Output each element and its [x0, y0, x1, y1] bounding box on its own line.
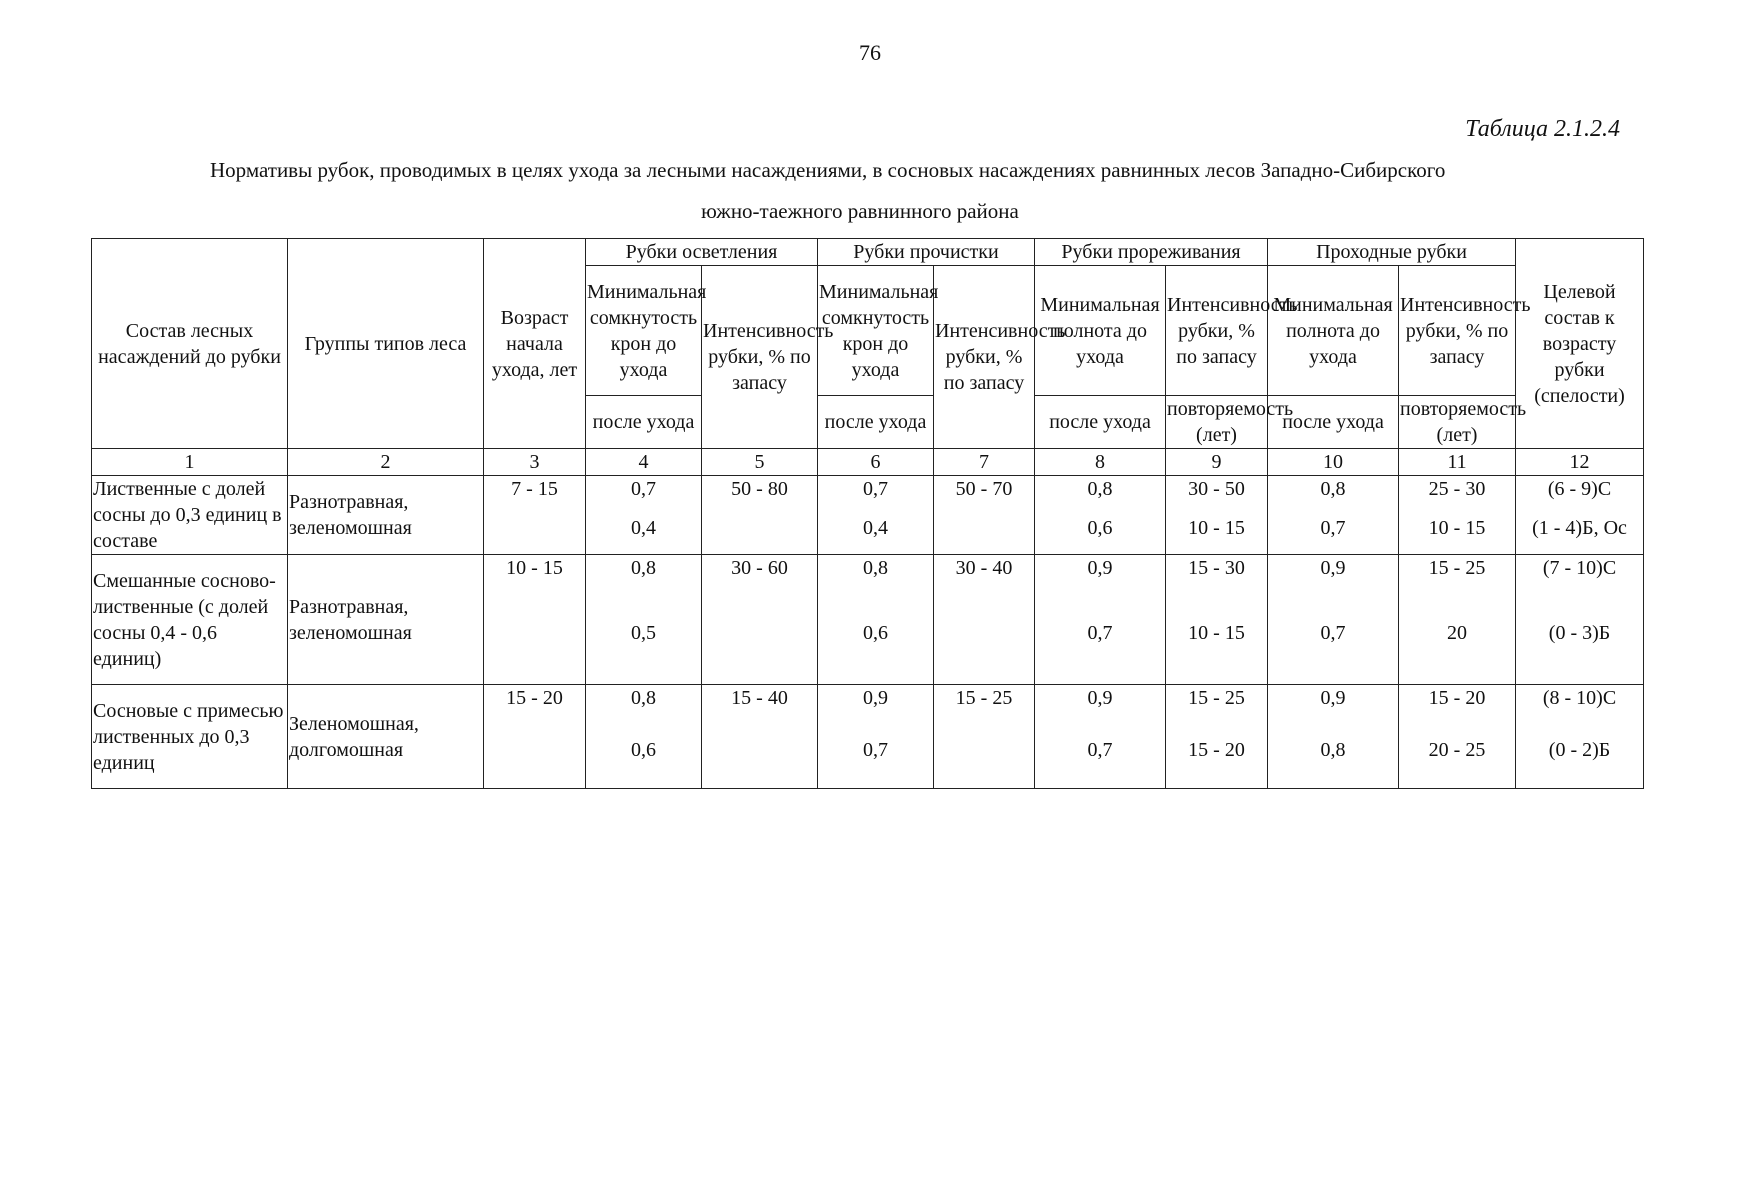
header-pro-intensity: Интенсивность рубки, % по запасу	[934, 266, 1035, 449]
row-prz-intensity	[1166, 685, 1268, 789]
row-prh-min	[1268, 685, 1399, 789]
target-admixture: (0 - 3)Б	[1548, 622, 1611, 644]
row-pro-intensity: 50 - 70	[934, 476, 1035, 555]
table-label: Таблица 2.1.2.4	[1465, 116, 1620, 142]
row-target	[1516, 555, 1644, 685]
row-target	[1516, 685, 1644, 789]
value-before: 0,9	[1320, 557, 1346, 579]
row-prh-intensity	[1399, 685, 1516, 789]
table-title-line-2: южно-таежного равнинного района	[701, 199, 1019, 223]
column-number: 6	[818, 449, 934, 476]
row-pro-min	[818, 685, 934, 789]
row-prz-intensity	[1166, 476, 1268, 555]
value-after: 0,4	[863, 517, 888, 539]
column-number: 1	[92, 449, 288, 476]
header-group-prokhodnye: Проходные рубки	[1268, 239, 1516, 266]
value-intensity: 15 - 25	[1188, 687, 1245, 709]
column-number: 4	[586, 449, 702, 476]
value-before: 0,9	[1320, 687, 1346, 709]
column-number: 2	[288, 449, 484, 476]
row-forest-types: Зеленомошная, долгомошная	[288, 685, 484, 789]
value-before: 0,7	[863, 478, 888, 500]
value-repeat: 10 - 15	[1428, 517, 1486, 539]
row-prh-min	[1268, 476, 1399, 555]
row-prz-min	[1035, 555, 1166, 685]
row-osv-min	[586, 685, 702, 789]
value-after: 0,7	[863, 739, 888, 761]
row-pro-min	[818, 476, 934, 555]
value-after: 0,6	[1087, 517, 1113, 539]
column-number: 12	[1516, 449, 1644, 476]
row-pro-intensity: 30 - 40	[934, 555, 1035, 685]
header-osv-intensity: Интенсивность рубки, % по запасу	[702, 266, 818, 449]
table-row	[92, 555, 1644, 685]
value-before: 0,8	[1087, 478, 1113, 500]
header-prz-after: после ухода	[1035, 396, 1166, 449]
value-repeat: 20 - 25	[1428, 739, 1486, 761]
table-row	[92, 476, 1644, 555]
row-pro-intensity: 15 - 25	[934, 685, 1035, 789]
column-number: 8	[1035, 449, 1166, 476]
row-start-age: 7 - 15	[484, 476, 586, 555]
value-after: 0,8	[1320, 739, 1346, 761]
header-prh-after: после ухода	[1268, 396, 1399, 449]
row-forest-types: Разнотравная, зеленомошная	[288, 476, 484, 555]
header-composition: Состав лесных насаждений до рубки	[92, 239, 288, 449]
value-before: 0,9	[1087, 557, 1113, 579]
row-pro-min	[818, 555, 934, 685]
value-before: 0,8	[863, 557, 888, 579]
value-after: 0,7	[1087, 622, 1113, 644]
row-start-age: 15 - 20	[484, 685, 586, 789]
column-number: 10	[1268, 449, 1399, 476]
value-repeat: 10 - 15	[1188, 517, 1245, 539]
header-prh-repeat: повторяемость (лет)	[1399, 396, 1516, 449]
value-before: 0,7	[631, 478, 656, 500]
value-repeat: 10 - 15	[1188, 622, 1245, 644]
table-title-line-1: Нормативы рубок, проводимых в целях ухода за лесными насаждениями, в сосновых насаждениях равнинных лесов Западно-Сибирского	[210, 158, 1446, 182]
target-main: (8 - 10)С	[1542, 687, 1617, 709]
value-before: 0,8	[631, 687, 656, 709]
value-after: 0,7	[1320, 517, 1346, 539]
column-number: 7	[934, 449, 1035, 476]
value-intensity: 25 - 30	[1428, 478, 1486, 500]
value-repeat: 15 - 20	[1188, 739, 1245, 761]
header-forest-types: Группы типов леса	[288, 239, 484, 449]
header-group-prorezhivanie: Рубки прореживания	[1035, 239, 1268, 266]
value-after: 0,7	[1320, 622, 1346, 644]
value-intensity: 15 - 25	[1428, 557, 1486, 579]
column-number: 5	[702, 449, 818, 476]
value-after: 0,7	[1087, 739, 1113, 761]
target-main: (6 - 9)С	[1547, 478, 1612, 500]
row-prh-intensity	[1399, 476, 1516, 555]
header-target: Целевой состав к возрасту рубки (спелости)	[1516, 239, 1644, 449]
header-group-osvetlenie: Рубки осветления	[586, 239, 818, 266]
header-row-groups	[92, 239, 1644, 266]
row-prz-min	[1035, 685, 1166, 789]
column-numbers-row	[92, 449, 1644, 476]
value-intensity: 30 - 50	[1188, 478, 1245, 500]
header-prh-intensity: Интенсивность рубки, % по запасу	[1399, 266, 1516, 396]
row-osv-min	[586, 555, 702, 685]
row-start-age: 10 - 15	[484, 555, 586, 685]
value-before: 0,9	[863, 687, 888, 709]
value-after: 0,4	[631, 517, 656, 539]
row-osv-intensity: 50 - 80	[702, 476, 818, 555]
value-after: 0,5	[631, 622, 656, 644]
header-pro-min: Минимальная сомкнутость крон до ухода	[818, 266, 934, 396]
target-admixture: (1 - 4)Б, Ос	[1532, 517, 1627, 539]
row-composition: Лиственные с долей сосны до 0,3 единиц в составе	[92, 476, 288, 555]
header-start-age: Возраст начала ухода, лет	[484, 239, 586, 449]
value-repeat: 20	[1447, 622, 1468, 644]
header-osv-after: после ухода	[586, 396, 702, 449]
header-pro-after: после ухода	[818, 396, 934, 449]
value-before: 0,8	[1320, 478, 1346, 500]
value-after: 0,6	[631, 739, 656, 761]
row-composition: Смешанные сосново-лиственные (с долей сосны 0,4 - 0,6 единиц)	[92, 555, 288, 685]
row-osv-intensity: 30 - 60	[702, 555, 818, 685]
column-number: 3	[484, 449, 586, 476]
norms-table	[91, 238, 1644, 789]
row-target	[1516, 476, 1644, 555]
target-admixture: (0 - 2)Б	[1548, 739, 1611, 761]
header-prz-min: Минимальная полнота до ухода	[1035, 266, 1166, 396]
value-intensity: 15 - 20	[1428, 687, 1486, 709]
value-before: 0,8	[631, 557, 656, 579]
row-osv-min	[586, 476, 702, 555]
column-number: 9	[1166, 449, 1268, 476]
row-prh-intensity	[1399, 555, 1516, 685]
row-osv-intensity: 15 - 40	[702, 685, 818, 789]
row-composition: Сосновые с примесью лиственных до 0,3 единиц	[92, 685, 288, 789]
table-row	[92, 685, 1644, 789]
value-before: 0,9	[1087, 687, 1113, 709]
row-prz-min	[1035, 476, 1166, 555]
row-prz-intensity	[1166, 555, 1268, 685]
header-prz-intensity: Интенсивность рубки, % по запасу	[1166, 266, 1268, 396]
header-prz-repeat: повторяемость (лет)	[1166, 396, 1268, 449]
header-prh-min: Минимальная полнота до ухода	[1268, 266, 1399, 396]
row-prh-min	[1268, 555, 1399, 685]
value-after: 0,6	[863, 622, 888, 644]
header-group-prochistka: Рубки прочистки	[818, 239, 1035, 266]
header-osv-min: Минимальная сомкнутость крон до ухода	[586, 266, 702, 396]
column-number: 11	[1399, 449, 1516, 476]
page-number: 76	[859, 40, 881, 65]
target-main: (7 - 10)С	[1542, 557, 1617, 579]
value-intensity: 15 - 30	[1188, 557, 1245, 579]
row-forest-types: Разнотравная, зеленомошная	[288, 555, 484, 685]
